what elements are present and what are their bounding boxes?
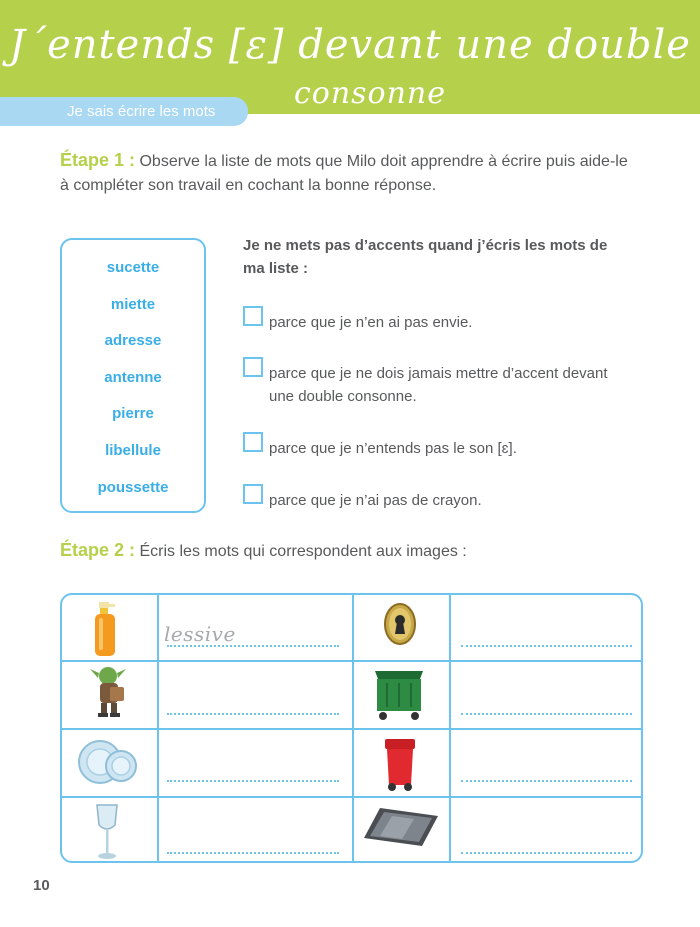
option-label-4: parce que je n’ai pas de crayon.	[269, 492, 482, 509]
grid-divider	[62, 660, 641, 662]
answer-line-6[interactable]	[461, 780, 632, 782]
answer-line-3[interactable]	[167, 713, 339, 715]
word-list-item: antenne	[104, 369, 162, 386]
step1-label: Étape 1 :	[60, 150, 136, 170]
word-list-item: poussette	[97, 479, 169, 496]
grid-divider	[62, 728, 641, 730]
answer-line-7[interactable]	[167, 852, 339, 854]
answer-line-4[interactable]	[461, 713, 632, 715]
goblin-icon	[88, 663, 130, 719]
step2-instruction: Écris les mots qui correspondent aux images :	[139, 543, 467, 560]
answer-line-5[interactable]	[167, 780, 339, 782]
answer-grid	[60, 593, 643, 863]
step2-paragraph	[60, 540, 467, 561]
word-list-item: pierre	[112, 405, 154, 422]
plates-icon	[78, 738, 138, 786]
page-title-line1: J´entends [ɛ] devant une double	[9, 22, 691, 68]
option-checkbox-3[interactable]	[243, 432, 263, 452]
word-list-item: miette	[110, 296, 156, 313]
grid-divider	[62, 796, 641, 798]
page-title-line2: consonne	[293, 76, 447, 111]
option-checkbox-4[interactable]	[243, 484, 263, 504]
option-label-1: parce que je n’en ai pas envie.	[269, 314, 473, 331]
green-dumpster-icon	[373, 667, 425, 721]
section-banner-label: Je sais écrire les mots	[67, 103, 216, 120]
wine-glass-icon	[94, 803, 120, 861]
tablet-icon	[362, 806, 440, 848]
step1-instruction: Observe la liste de mots que Milo doit apprendre à écrire puis aide-le à compléter son travail en cochant la bonne réponse.	[60, 153, 628, 194]
keyhole-icon	[383, 602, 417, 646]
red-bin-icon	[383, 737, 417, 793]
option-label-2: parce que je ne dois jamais mettre d’accent devant une double consonne.	[269, 365, 608, 405]
option-checkbox-1[interactable]	[243, 306, 263, 326]
detergent-bottle-icon	[90, 600, 120, 658]
word-list-item: libellule	[105, 442, 161, 459]
example-answer: lessive	[164, 622, 236, 646]
question-text: Je ne mets pas d’accents quand j’écris les mots de ma liste :	[243, 237, 608, 277]
step1-paragraph	[60, 148, 640, 198]
option-label-3: parce que je n’entends pas le son [ɛ].	[269, 440, 517, 457]
option-checkbox-2[interactable]	[243, 357, 263, 377]
answer-line-2[interactable]	[461, 645, 632, 647]
answer-line-8[interactable]	[461, 852, 632, 854]
page-number: 10	[33, 877, 50, 894]
word-list-item: adresse	[104, 332, 162, 349]
word-list-item: sucette	[106, 259, 160, 276]
step2-label: Étape 2 :	[60, 540, 136, 560]
